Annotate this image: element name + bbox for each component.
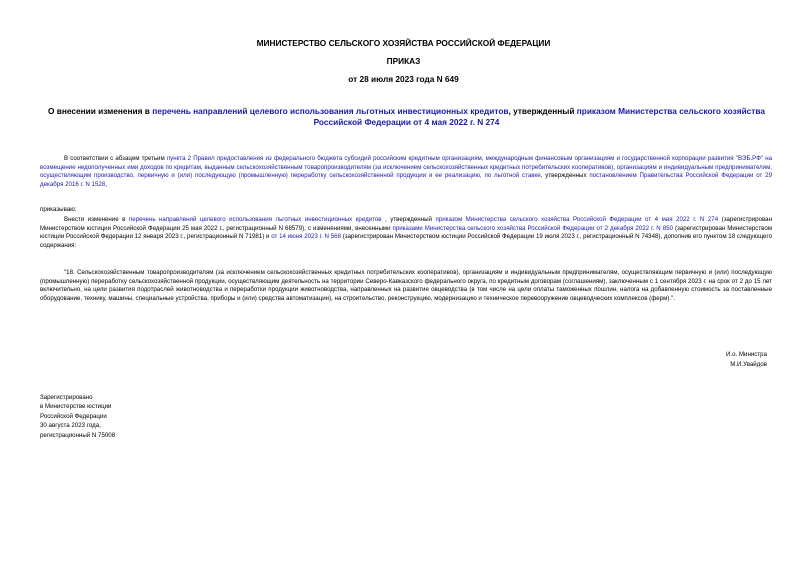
- preamble-link-rules[interactable]: пункта 2 Правил предоставления из федерального бюджета субсидий российским кредитным организациям, международным финансовым организациям и государственной корпорации развития "ВЭБ.РФ" на возмещение недополученных ими доходов по кредитам, выданным сельскохозяйственным товаропроизводителям (за исключением сельскохозяйственных кредитных потребительских кооперативов), организациям и индивидуальным предпринимателям, осуществляющим производство, первичную и (или) последующую (промышленную) переработку сельскохозяйственной продукции и ее реализацию, по льготной ставке: [40, 155, 772, 180]
- body-text: (зарегистрирован Министерством юстиции Российской Федерации 25 мая 2022 г., регистрационный N 68579), с изменениями, внесенными: [40, 216, 772, 232]
- body-text: (зарегистрирован Министерством юстиции Российской Федерации 19 июля 2023 г., регистрационный N 74348), дополнив его пунктом 18 следующего содержания:: [40, 233, 772, 249]
- doc-type: ПРИКАЗ: [386, 56, 421, 66]
- title-text: , утвержденный: [508, 106, 577, 116]
- body-link-order-274[interactable]: приказом Министерства сельского хозяйства Российской Федерации от 4 мая 2022 г. N 274: [435, 216, 719, 223]
- title-link-order[interactable]: приказом Министерства сельского хозяйства Российской Федерации от 4 мая 2022 г. N 274: [313, 106, 765, 127]
- registration-line: в Министерстве юстиции: [40, 403, 112, 411]
- body-link-order-850[interactable]: приказами Министерства сельского хозяйства Российской Федерации от 2 декабря 2022 г. N 850: [392, 224, 673, 232]
- preamble-paragraph: [40, 155, 772, 189]
- order-word: приказываю:: [40, 206, 77, 213]
- preamble-text: , утвержденных: [540, 172, 590, 180]
- body-text: , утвержденный: [381, 216, 436, 223]
- signature-block: [726, 350, 767, 370]
- body-text: Внести изменение в: [64, 216, 129, 223]
- registration-line: 30 августа 2023 года,: [40, 422, 101, 430]
- signature-position: И.о. Министра: [725, 351, 767, 358]
- document-title: [44, 106, 769, 128]
- preamble-link-decree[interactable]: постановлением Правительства Российской Федерации от 29 декабря 2016 г. N 1528: [40, 172, 772, 188]
- preamble-text: В соответствии с абзацем третьим: [64, 155, 167, 162]
- item-18-paragraph: "18. Сельскохозяйственным товаропроизводителям (за исключением сельскохозяйственных кредитных потребительских кооперативов), организациям и индивидуальным предпринимателям, осуществляющим первичную и (или) последующую (промышленную) переработку сельскохозяйственной продукции, осуществляющим деятельность на территории Северо-Кавказского федерального округа, по кредитным договорам (соглашениям), заключенным с 1 сентября 2023 г. на срок от 2 до 15 лет включительно, на цели развития подотраслей животноводства и переработки продукции животноводства, направленных на развитие овцеводства (в том числе на цели оплаты таможенных пошлин, налога на добавленную стоимость за поставленные оборудование, технику, машины, специальные устройства, приборы и (или) средства автоматизации), на строительство, реконструкцию, модернизацию и техническое перевооружение овцеводческих комплексов (ферм).".: [40, 269, 772, 302]
- body-text: (зарегистрирован Министерством юстиции Российской Федерации 12 января 2023 г., регистрационный N 71981) и: [40, 224, 773, 241]
- registration-line: Российской Федерации: [40, 412, 107, 420]
- ministry-heading: МИНИСТЕРСТВО СЕЛЬСКОГО ХОЗЯЙСТВА РОССИЙСКОЙ ФЕДЕРАЦИИ: [256, 38, 551, 48]
- title-text: О внесении изменения в: [48, 106, 153, 116]
- title-link-list[interactable]: перечень направлений целевого использования льготных инвестиционных кредитов: [152, 106, 509, 116]
- signature-name: М.И.Увайдов: [730, 361, 767, 368]
- body-link-list[interactable]: перечень направлений целевого использования льготных инвестиционных кредитов: [128, 216, 382, 223]
- registration-line: Зарегистрировано: [40, 394, 93, 401]
- registration-block: [40, 393, 115, 440]
- doc-date-number: от 28 июля 2023 года N 649: [348, 74, 459, 84]
- body-paragraph: [40, 216, 772, 250]
- preamble-text: ,: [105, 180, 107, 188]
- body-link-order-568[interactable]: от 14 июня 2023 г. N 568: [271, 233, 341, 241]
- registration-line: регистрационный N 75008: [40, 431, 116, 439]
